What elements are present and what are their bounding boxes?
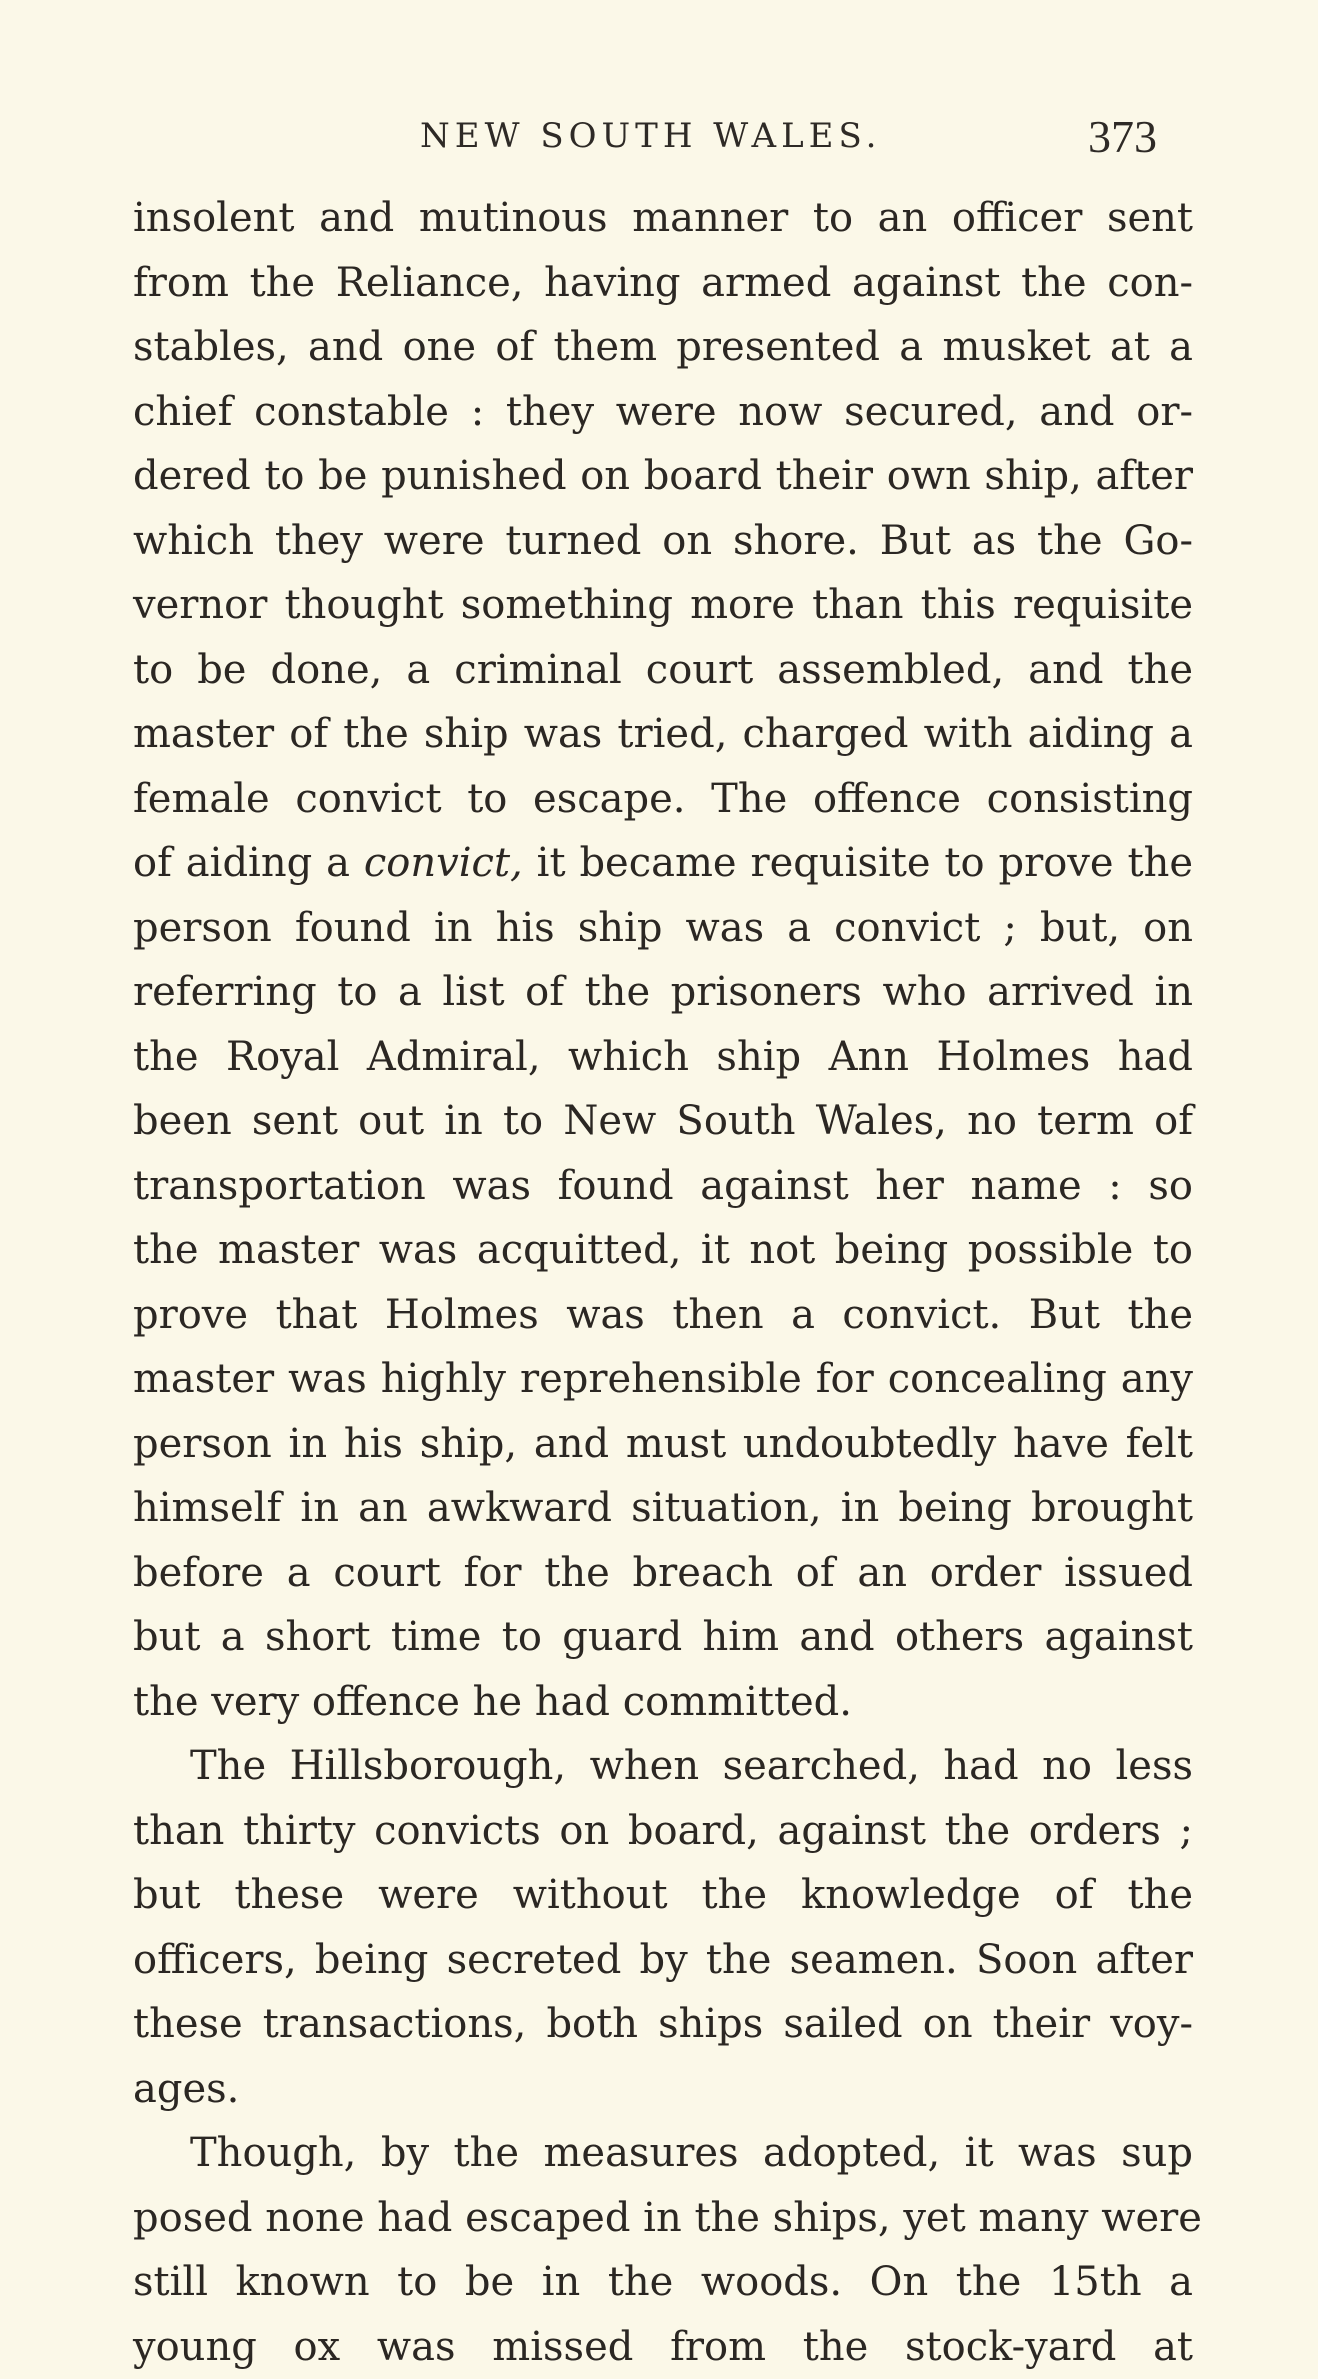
text-line: these transactions, both ships sailed on their voy-	[133, 1992, 1193, 2057]
text-segment: it became requisite to prove the	[523, 840, 1193, 886]
text-line	[133, 831, 1193, 896]
text-line: but a short time to guard him and others against	[133, 1605, 1193, 1670]
text-line: to be done, a criminal court assembled, and the	[133, 638, 1193, 703]
text-line: dered to be punished on board their own ship, after	[133, 444, 1193, 509]
running-head-title: NEW SOUTH WALES.	[420, 116, 881, 156]
text-line: person in his ship, and must undoubtedly have felt	[133, 1412, 1193, 1477]
text-line: the master was acquitted, it not being possible to	[133, 1218, 1193, 1283]
text-line: referring to a list of the prisoners who arrived in	[133, 960, 1193, 1025]
paragraph-start-line: The Hillsborough, when searched, had no less	[133, 1734, 1193, 1799]
text-line: before a court for the breach of an order issued	[133, 1541, 1193, 1606]
text-line: stables, and one of them presented a musket at a	[133, 315, 1193, 380]
text-line: female convict to escape. The offence consisting	[133, 767, 1193, 832]
text-line: the very offence he had committed.	[133, 1670, 1193, 1735]
text-line: the Royal Admiral, which ship Ann Holmes had	[133, 1025, 1193, 1090]
text-line: prove that Holmes was then a convict. But the	[133, 1283, 1193, 1348]
text-line: which they were turned on shore. But as the Go-	[133, 509, 1193, 574]
italic-word-convict: convict,	[364, 840, 523, 886]
text-line: master of the ship was tried, charged with aiding a	[133, 702, 1193, 767]
text-line: than thirty convicts on board, against the orders ;	[133, 1799, 1193, 1864]
text-line: posed none had escaped in the ships, yet many were	[133, 2186, 1193, 2251]
text-segment: of aiding a	[133, 840, 364, 886]
text-line: person found in his ship was a convict ; but, on	[133, 896, 1193, 961]
text-line: chief constable : they were now secured, and or-	[133, 380, 1193, 445]
text-line: but these were without the knowledge of the	[133, 1863, 1193, 1928]
text-line: master was highly reprehensible for concealing any	[133, 1347, 1193, 1412]
text-line: ages.	[133, 2057, 1193, 2122]
text-line: vernor thought something more than this requisite	[133, 573, 1193, 638]
text-line: insolent and mutinous manner to an officer sent	[133, 186, 1193, 251]
text-line: young ox was missed from the stock-yard at	[133, 2315, 1193, 2379]
paragraph-start-line: Though, by the measures adopted, it was sup	[133, 2121, 1193, 2186]
text-line: himself in an awkward situation, in being brought	[133, 1476, 1193, 1541]
text-line: transportation was found against her name : so	[133, 1154, 1193, 1219]
text-line: from the Reliance, having armed against the con-	[133, 251, 1193, 316]
body-text	[133, 186, 1193, 2379]
text-line: still known to be in the woods. On the 15th a	[133, 2250, 1193, 2315]
text-line: officers, being secreted by the seamen. Soon after	[133, 1928, 1193, 1993]
page-number: 373	[1088, 110, 1157, 163]
text-line: been sent out in to New South Wales, no term of	[133, 1089, 1193, 1154]
running-head	[0, 110, 1318, 160]
